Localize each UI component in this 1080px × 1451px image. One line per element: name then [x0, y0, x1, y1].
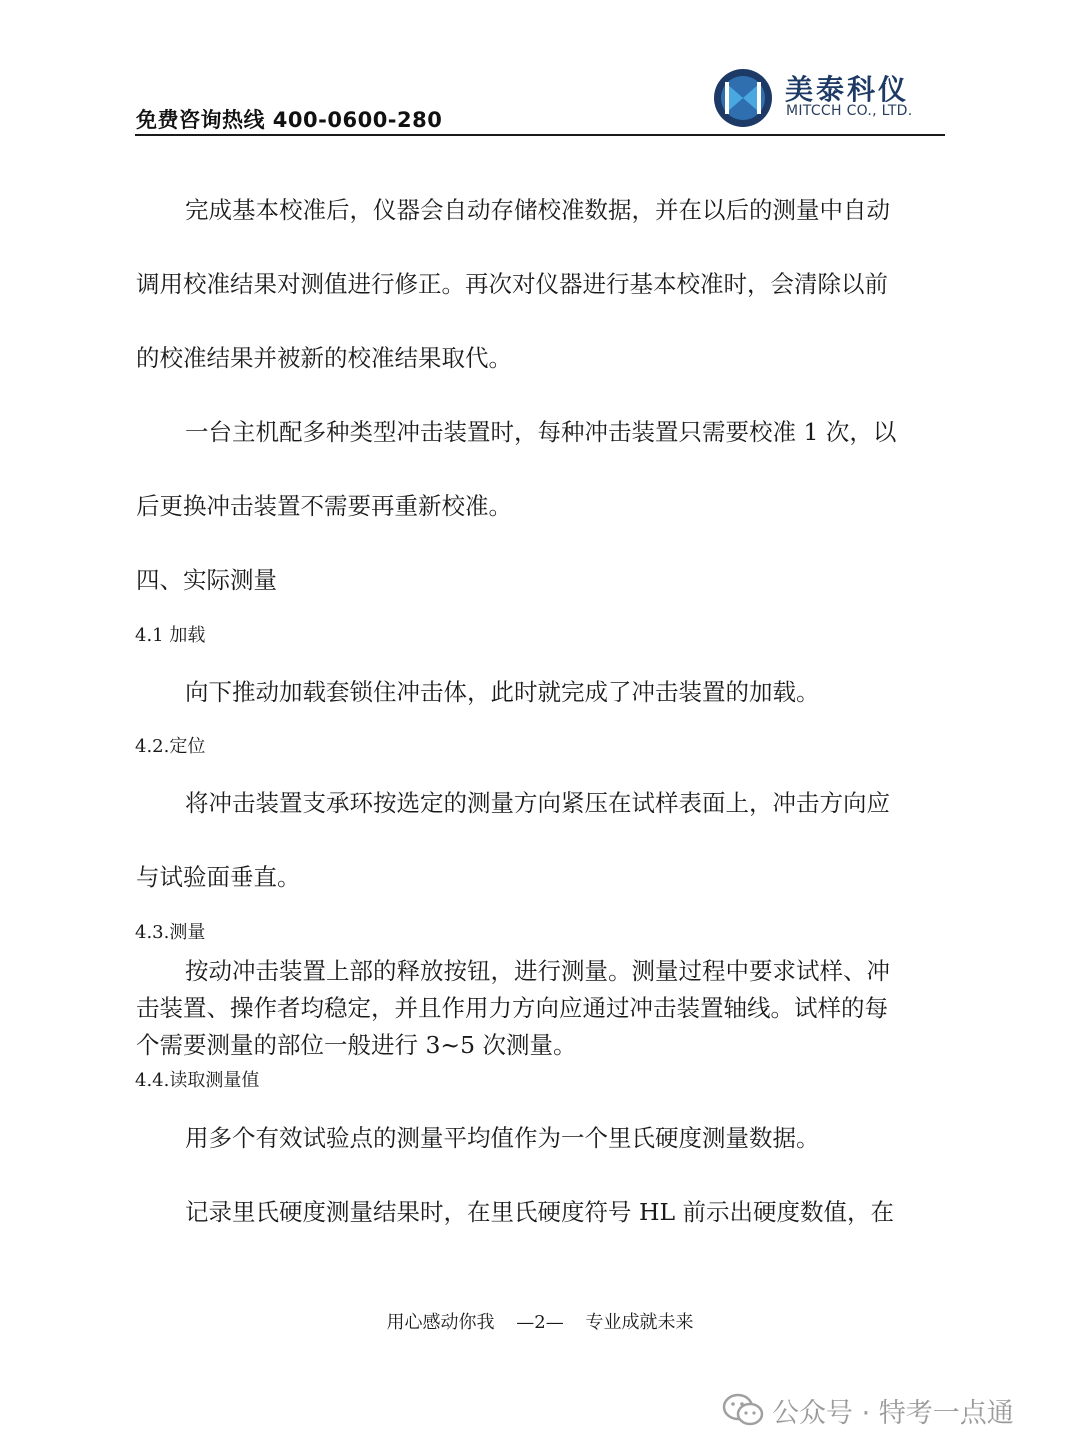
paragraph-line: 用多个有效试验点的测量平均值作为一个里氏硬度测量数据。 — [185, 1124, 820, 1152]
wechat-icon — [722, 1392, 764, 1428]
watermark-text: 公众号 · 特考一点通 — [772, 1397, 1014, 1429]
paragraph-line: 向下推动加载套锁住冲击体，此时就完成了冲击装置的加载。 — [185, 678, 820, 706]
paragraph-line: 按动冲击装置上部的释放按钮，进行测量。测量过程中要求试样、冲 — [185, 957, 890, 985]
paragraph-line: 将冲击装置支承环按选定的测量方向紧压在试样表面上，冲击方向应 — [185, 789, 890, 817]
paragraph-line: 一台主机配多种类型冲击装置时，每种冲击装置只需要校准 1 次，以 — [185, 418, 897, 446]
company-logo — [713, 66, 953, 130]
logo-mark-icon — [713, 68, 773, 128]
paragraph-line: 与试验面垂直。 — [136, 863, 301, 891]
logo-text-en: MITCCH CO., LTD. — [786, 103, 913, 119]
paragraph-line: 后更换冲击装置不需要再重新校准。 — [136, 492, 512, 520]
footer-slogan-right: 专业成就未来 — [585, 1312, 694, 1333]
section-heading: 四、实际测量 — [136, 566, 277, 594]
page-footer — [0, 1308, 1080, 1334]
footer-slogan-left: 用心感动你我 — [386, 1312, 495, 1333]
wechat-watermark — [722, 1390, 1014, 1430]
subsection-heading: 4.1 加载 — [135, 625, 206, 646]
paragraph-line: 记录里氏硬度测量结果时，在里氏硬度符号 HL 前示出硬度数值，在 — [185, 1198, 895, 1226]
page-number: —2— — [516, 1312, 564, 1333]
paragraph-line: 完成基本校准后，仪器会自动存储校准数据，并在以后的测量中自动 — [185, 196, 890, 224]
paragraph-line: 个需要测量的部位一般进行 3~5 次测量。 — [136, 1031, 577, 1059]
header-hotline: 免费咨询热线 400-0600-280 — [136, 108, 443, 132]
logo-text-cn: 美泰科仪 — [785, 73, 910, 106]
paragraph-line: 的校准结果并被新的校准结果取代。 — [136, 344, 512, 372]
paragraph-line: 击装置、操作者均稳定，并且作用力方向应通过冲击装置轴线。试样的每 — [136, 994, 888, 1022]
subsection-heading: 4.2.定位 — [135, 736, 206, 757]
subsection-heading: 4.4.读取测量值 — [135, 1070, 260, 1091]
header-divider — [135, 134, 945, 136]
paragraph-line: 调用校准结果对测值进行修正。再次对仪器进行基本校准时，会清除以前 — [136, 270, 888, 298]
subsection-heading: 4.3.测量 — [135, 922, 206, 943]
